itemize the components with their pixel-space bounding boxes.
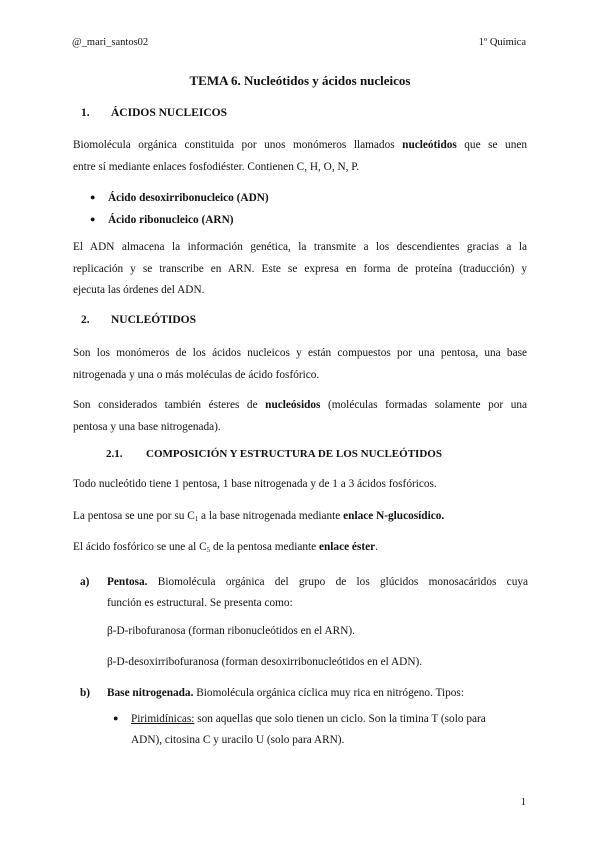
pirimidinicas-line-1: ● Pirimidínicas: son aquellas que solo tienen un ciclo. Son la timina T (solo para: [113, 708, 528, 730]
bullet-icon: ●: [90, 214, 96, 224]
s2-p1-line-1: Son los monómeros de los ácidos nucleicos y están compuestos por una pentosa, una base: [73, 347, 527, 359]
bullet-icon: ●: [90, 192, 96, 202]
pentosa-form-ribo: β-D-ribofuranosa (forman ribonucleótidos en el ARN).: [107, 625, 355, 637]
term-pirimidinicas: Pirimidínicas:: [131, 713, 195, 725]
pirimidinicas-item: [113, 708, 528, 751]
intro-line-2: entre sí mediante enlaces fosfodiéster. Contienen C, H, O, N, P.: [73, 160, 360, 173]
s2-p2-line-1: Son considerados también ésteres de nucleósidos (moléculas formadas solamente por una: [73, 399, 528, 411]
item-b-base-nitrogenada: b) Base nitrogenada. Biomolécula orgánica cíclica muy rica en nitrógeno. Tipos:: [80, 687, 464, 699]
item-a-pentosa: [80, 572, 528, 614]
term-base-nitrogenada: Base nitrogenada.: [107, 687, 194, 699]
section-1-number: 1.: [81, 107, 90, 119]
list-item: ● Ácido ribonucleico (ARN): [90, 209, 269, 231]
s2-p1-line-2: nitrogenada y una o más moléculas de ácido fosfórico.: [73, 368, 320, 381]
section-2-paragraph-2: [73, 395, 527, 438]
section-2-title: NUCLEÓTIDOS: [111, 314, 196, 326]
pentosa-form-desoxi: β-D-desoxirribofuranosa (forman desoxirribonucleótidos en el ADN).: [107, 656, 423, 668]
composition-line-1: Todo nucleótido tiene 1 pentosa, 1 base nitrogenada y de 1 a 3 ácidos fosfóricos.: [73, 478, 437, 490]
page-number: 1: [520, 797, 526, 808]
composition-line-2: La pentosa se une por su $C_1$ a la base nitrogenada mediante enlace N-glucosídico.: [73, 510, 445, 523]
term-nucleosidos: nucleósidos: [265, 399, 321, 411]
dna-paragraph: [73, 237, 527, 302]
term-pentosa: Pentosa.: [107, 576, 148, 588]
intro-line-1: Biomolécula orgánica constituida por unos monómeros llamados nucleótidos que se unen: [73, 139, 528, 151]
pirimidinicas-line-2: ADN), citosina C y uracilo U (solo para ARN).: [131, 734, 345, 746]
item-b-label: b): [80, 687, 91, 699]
term-ester: enlace éster: [319, 541, 376, 553]
list-item: ● Ácido desoxirribonucleico (ADN): [90, 187, 269, 209]
dna-line-1: El ADN almacena la información genética, la transmite a los descendientes gracias a la: [73, 241, 527, 253]
section-1-title: ÁCIDOS NUCLEICOS: [111, 107, 227, 119]
term-nucleotidos: nucleótidos: [402, 139, 457, 151]
header-author: @_mari_santos02: [72, 37, 149, 48]
section-1-intro: [73, 135, 527, 178]
section-2-1-number: 2.1.: [106, 448, 123, 460]
bullet-icon: ●: [113, 713, 119, 723]
section-1-heading: [81, 107, 227, 119]
item-a-label: a): [80, 576, 90, 588]
item-a-line-2: función es estructural. Se presenta como:: [107, 597, 293, 609]
item-a-line-1: a) Pentosa. Biomolécula orgánica del grupo de los glúcidos monosacáridos cuya: [80, 572, 528, 593]
section-2-number: 2.: [81, 314, 90, 326]
section-2-heading: [81, 314, 196, 326]
dna-line-2: replicación y se transcribe en ARN. Este se expresa en forma de proteína (traducción) y: [73, 262, 527, 275]
section-2-1-heading: [106, 448, 442, 460]
term-n-glucosidico: enlace N-glucosídico.: [343, 510, 445, 522]
header-course: 1º Química: [478, 37, 526, 48]
acid-list: [90, 187, 269, 231]
page-title: TEMA 6. Nucleótidos y ácidos nucleicos: [189, 73, 411, 88]
s2-p2-line-2: pentosa y una base nitrogenada).: [73, 420, 221, 433]
section-2-1-title: COMPOSICIÓN Y ESTRUCTURA DE LOS NUCLEÓTIDOS: [146, 448, 442, 460]
composition-line-3: El ácido fosfórico se une al $C_5$ de la pentosa mediante enlace éster.: [73, 541, 378, 554]
dna-line-3: ejecuta las órdenes del ADN.: [73, 284, 205, 296]
section-2-paragraph-1: [73, 343, 527, 386]
